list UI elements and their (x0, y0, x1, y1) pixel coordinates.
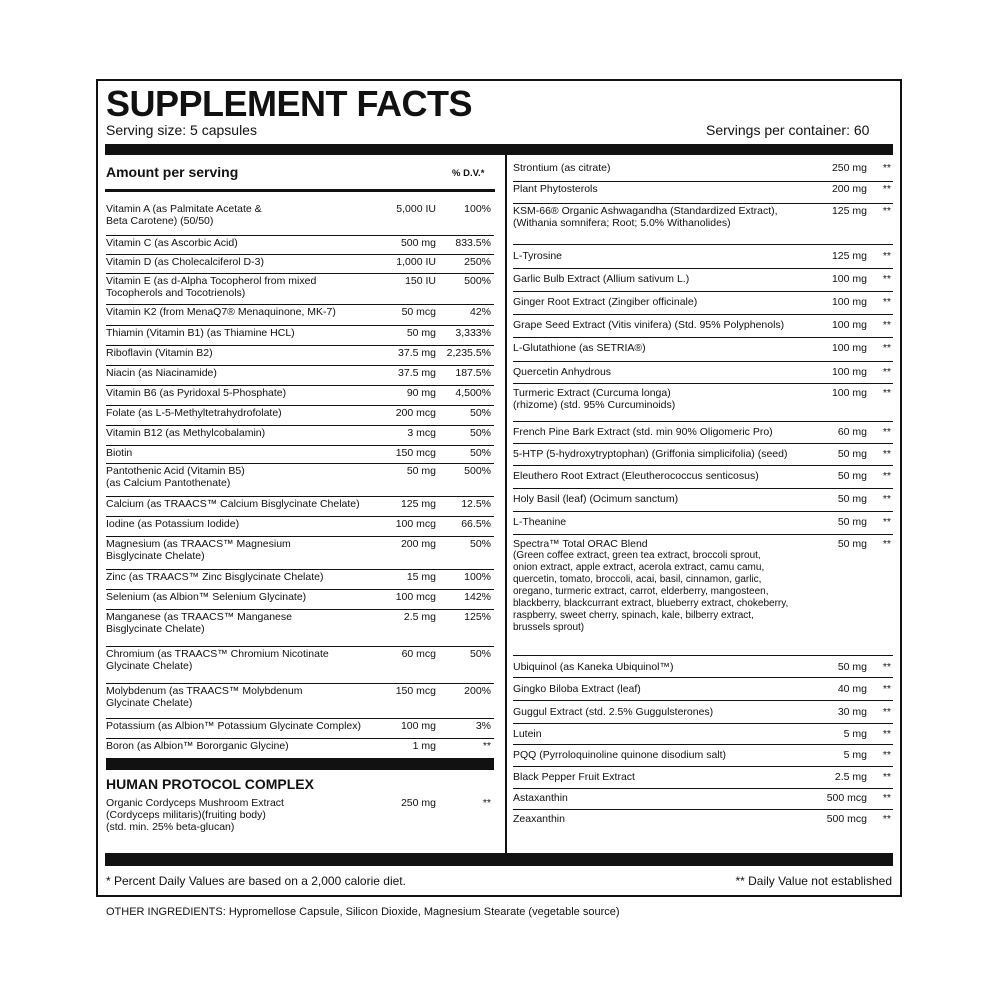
nutrient-dv: 50% (469, 447, 491, 459)
ingredient-row (513, 724, 893, 745)
nutrient-amount: 2.5 mg (403, 611, 436, 623)
nutrient-amount: 37.5 mg (398, 347, 436, 359)
nutrient-name: Zinc (as TRAACS™ Zinc Bisglycinate Chelate) (106, 571, 324, 583)
nutrient-amount: 100 mg (400, 720, 436, 732)
ingredient-name: French Pine Bark Extract (std. min 90% Oligomeric Pro) (513, 426, 773, 438)
nutrient-dv: 3% (475, 720, 491, 732)
ingredient-row (513, 204, 893, 245)
footnote-not-established: ** Daily Value not established (735, 874, 892, 888)
nutrient-amount: 200 mcg (395, 407, 436, 419)
ingredient-amount: 200 mg (831, 183, 867, 195)
ingredient-dv: ** (882, 749, 891, 761)
nutrient-row (106, 684, 494, 719)
ingredient-name: Ubiquinol (as Kaneka Ubiquinol™) (513, 661, 674, 673)
nutrient-name: Biotin (106, 447, 133, 459)
nutrient-name: Thiamin (Vitamin B1) (as Thiamine HCL) (106, 327, 295, 339)
nutrient-row (106, 517, 494, 537)
ingredient-row (513, 512, 893, 535)
nutrient-row (106, 446, 494, 464)
bottom-thick-band (105, 853, 893, 866)
nutrient-amount: 1,000 IU (396, 256, 436, 268)
ingredient-dv: ** (882, 387, 891, 399)
nutrient-name: Vitamin C (as Ascorbic Acid) (106, 237, 238, 249)
ingredient-row (513, 161, 893, 182)
nutrient-name: Potassium (as Albion™ Potassium Glycinate Complex) (106, 720, 362, 732)
ingredient-amount: 30 mg (837, 706, 867, 718)
ingredient-name: PQQ (Pyrroloquinoline quinone disodium salt) (513, 749, 727, 761)
nutrient-amount: 200 mg (400, 538, 436, 550)
ingredient-name: Grape Seed Extract (Vitis vinifera) (Std. 95% Polyphenols) (513, 319, 785, 331)
top-thick-band (105, 144, 893, 155)
ingredient-row (513, 466, 893, 489)
ingredient-row (513, 182, 893, 204)
ingredient-amount: 50 mg (837, 448, 867, 460)
nutrient-amount: 50 mcg (401, 306, 436, 318)
nutrient-dv: 2,235.5% (446, 347, 491, 359)
ingredient-name: Gingko Biloba Extract (leaf) (513, 683, 641, 695)
nutrient-row (106, 426, 494, 446)
nutrient-row (106, 346, 494, 366)
ingredient-dv: ** (882, 771, 891, 783)
nutrient-dv: 200% (464, 685, 491, 697)
nutrient-dv: 833.5% (455, 237, 491, 249)
ingredient-dv: ** (882, 661, 891, 673)
spectra-blend-ingredients: (Green coffee extract, green tea extract, broccoli sprout, onion extract, apple extract, acerola extract, camu camu, quercetin, tomato, broccoli, acai, basil, cinnamon, garlic, oregano, turmeric extract, carrot, elderberry, mangosteen, blackberry, blackcurrant extract, blueberry extract, chokeberry, raspberry, sweet cherry, spinach, kale, bilberry extract, brussels sprout) (513, 550, 789, 633)
ingredient-amount: 100 mg (831, 296, 867, 308)
ingredient-row (513, 656, 893, 678)
ingredient-dv: ** (882, 683, 891, 695)
nutrient-row (106, 497, 494, 517)
ingredient-name: 5-HTP (5-hydroxytryptophan) (Griffonia simplicifolia) (seed) (513, 448, 788, 460)
ingredient-amount: 100 mg (831, 387, 867, 399)
ingredient-row (513, 810, 893, 830)
nutrient-row (106, 236, 494, 255)
ingredient-row (513, 292, 893, 315)
ingredient-row (513, 362, 893, 384)
ingredient-name: Lutein (513, 728, 542, 740)
nutrient-name: Magnesium (as TRAACS™ Magnesium Bisglycinate Chelate) (106, 538, 291, 562)
ingredient-row (513, 767, 893, 789)
serving-size: Serving size: 5 capsules (106, 122, 257, 138)
dv-header: % D.V.* (452, 168, 485, 179)
ingredient-dv: ** (882, 792, 891, 804)
nutrient-dv: 100% (464, 571, 491, 583)
ingredient-amount: 500 mcg (826, 792, 867, 804)
ingredient-dv: ** (882, 319, 891, 331)
ingredient-row (513, 489, 893, 512)
ingredient-dv: ** (882, 296, 891, 308)
ingredient-dv: ** (882, 538, 891, 550)
ingredient-row (513, 444, 893, 466)
nutrient-name: Vitamin A (as Palmitate Acetate & Beta Carotene) (50/50) (106, 203, 262, 227)
ingredient-row (513, 338, 893, 362)
ingredient-amount: 5 mg (843, 749, 867, 761)
nutrient-name: Manganese (as TRAACS™ Manganese Bisglycinate Chelate) (106, 611, 292, 635)
ingredient-name: Turmeric Extract (Curcuma longa) (rhizome) (std. 95% Curcuminoids) (513, 387, 676, 411)
ingredient-row (513, 269, 893, 292)
nutrient-amount: 250 mg (400, 797, 436, 809)
ingredient-name: Zeaxanthin (513, 813, 565, 825)
ingredient-dv: ** (882, 728, 891, 740)
nutrient-dv: 187.5% (455, 367, 491, 379)
nutrient-row (106, 366, 494, 386)
nutrient-dv: 66.5% (461, 518, 491, 530)
ingredient-dv: ** (882, 273, 891, 285)
nutrient-name: Pantothenic Acid (Vitamin B5) (as Calcium Pantothenate) (106, 465, 245, 489)
ingredient-dv: ** (882, 250, 891, 262)
nutrient-row (106, 570, 494, 590)
ingredient-name: KSM-66® Organic Ashwagandha (Standardized Extract), (Withania somnifera; Root; 5.0% Withanolides) (513, 205, 778, 229)
nutrient-amount: 50 mg (406, 327, 436, 339)
nutrient-name: Vitamin B12 (as Methylcobalamin) (106, 427, 266, 439)
human-protocol-complex-title: HUMAN PROTOCOL COMPLEX (106, 776, 314, 792)
nutrient-dv: ** (482, 797, 491, 809)
ingredient-amount: 40 mg (837, 683, 867, 695)
nutrient-amount: 60 mcg (401, 648, 436, 660)
column-divider (505, 155, 507, 853)
nutrient-dv: 50% (469, 407, 491, 419)
nutrient-row (106, 464, 494, 497)
ingredient-amount: 50 mg (837, 470, 867, 482)
nutrient-dv: 50% (469, 427, 491, 439)
nutrient-dv: 125% (464, 611, 491, 623)
nutrient-row (106, 610, 494, 647)
ingredient-row (513, 535, 893, 656)
nutrient-name: Organic Cordyceps Mushroom Extract (Cordyceps militaris)(fruiting body) (std. min. 25% beta-glucan) (106, 797, 284, 833)
ingredient-amount: 2.5 mg (834, 771, 867, 783)
nutrient-row (106, 590, 494, 610)
ingredient-amount: 100 mg (831, 273, 867, 285)
ingredient-amount: 50 mg (837, 493, 867, 505)
nutrient-row (106, 386, 494, 406)
nutrient-amount: 5,000 IU (396, 203, 436, 215)
nutrient-row (106, 719, 494, 739)
nutrient-amount: 100 mcg (395, 591, 436, 603)
nutrient-dv: 142% (464, 591, 491, 603)
ingredient-row (513, 701, 893, 724)
ingredient-name: Quercetin Anhydrous (513, 366, 612, 378)
nutrient-name: Vitamin E (as d-Alpha Tocopherol from mixed Tocopherols and Tocotrienols) (106, 275, 317, 299)
nutrient-dv: 250% (464, 256, 491, 268)
ingredient-dv: ** (882, 342, 891, 354)
ingredient-amount: 50 mg (837, 661, 867, 673)
nutrient-dv: ** (482, 740, 491, 752)
ingredient-amount: 100 mg (831, 319, 867, 331)
ingredient-dv: ** (882, 426, 891, 438)
header-rule (105, 189, 495, 192)
nutrient-row (106, 255, 494, 274)
ingredient-row (513, 245, 893, 269)
ingredient-row (513, 789, 893, 810)
ingredient-dv: ** (882, 366, 891, 378)
ingredient-row (513, 315, 893, 338)
nutrient-row (106, 202, 494, 236)
ingredient-amount: 100 mg (831, 342, 867, 354)
nutrient-amount: 15 mg (406, 571, 436, 583)
panel-title: SUPPLEMENT FACTS (106, 83, 473, 124)
ingredient-dv: ** (882, 470, 891, 482)
nutrient-name: Molybdenum (as TRAACS™ Molybdenum Glycinate Chelate) (106, 685, 303, 709)
nutrient-dv: 3,333% (455, 327, 491, 339)
ingredient-amount: 5 mg (843, 728, 867, 740)
nutrient-row (106, 274, 494, 305)
nutrient-name: Riboflavin (Vitamin B2) (106, 347, 213, 359)
ingredient-amount: 250 mg (831, 162, 867, 174)
ingredient-name: Garlic Bulb Extract (Allium sativum L.) (513, 273, 690, 285)
nutrient-amount: 150 IU (405, 275, 436, 287)
ingredient-dv: ** (882, 493, 891, 505)
ingredient-name: Ginger Root Extract (Zingiber officinale) (513, 296, 698, 308)
nutrient-name: Selenium (as Albion™ Selenium Glycinate) (106, 591, 307, 603)
servings-per-container: Servings per container: 60 (706, 122, 870, 138)
ingredient-amount: 125 mg (831, 205, 867, 217)
nutrient-name: Niacin (as Niacinamide) (106, 367, 217, 379)
ingredient-amount: 50 mg (837, 516, 867, 528)
ingredient-name: Guggul Extract (std. 2.5% Guggulsterones) (513, 706, 714, 718)
amount-per-serving-header: Amount per serving (106, 164, 239, 180)
ingredient-name: Black Pepper Fruit Extract (513, 771, 635, 783)
nutrient-dv: 12.5% (461, 498, 491, 510)
nutrient-name: Chromium (as TRAACS™ Chromium Nicotinate Glycinate Chelate) (106, 648, 329, 672)
nutrient-row (106, 305, 494, 326)
ingredient-dv: ** (882, 448, 891, 460)
nutrient-dv: 42% (469, 306, 491, 318)
ingredient-amount: 500 mcg (826, 813, 867, 825)
nutrient-row (106, 796, 494, 846)
ingredient-amount: 50 mg (837, 538, 867, 550)
ingredient-name: Holy Basil (leaf) (Ocimum sanctum) (513, 493, 679, 505)
nutrient-row (106, 537, 494, 570)
ingredient-name: Plant Phytosterols (513, 183, 598, 195)
nutrient-amount: 500 mg (400, 237, 436, 249)
ingredient-name: Astaxanthin (513, 792, 568, 804)
nutrient-dv: 50% (469, 538, 491, 550)
nutrient-amount: 50 mg (406, 465, 436, 477)
ingredient-dv: ** (882, 205, 891, 217)
ingredient-name: L-Glutathione (as SETRIA®) (513, 342, 646, 354)
nutrient-amount: 125 mg (400, 498, 436, 510)
nutrient-name: Vitamin B6 (as Pyridoxal 5-Phosphate) (106, 387, 287, 399)
nutrient-amount: 1 mg (412, 740, 436, 752)
nutrient-amount: 100 mcg (395, 518, 436, 530)
ingredient-name: Strontium (as citrate) (513, 162, 611, 174)
nutrient-name: Calcium (as TRAACS™ Calcium Bisglycinate Chelate) (106, 498, 360, 510)
ingredient-name: Spectra™ Total ORAC Blend (513, 538, 648, 550)
ingredient-name: L-Theanine (513, 516, 567, 528)
nutrient-dv: 100% (464, 203, 491, 215)
ingredient-dv: ** (882, 813, 891, 825)
ingredient-name: Eleuthero Root Extract (Eleutherococcus senticosus) (513, 470, 759, 482)
nutrient-name: Boron (as Albion™ Bororganic Glycine) (106, 740, 289, 752)
nutrient-dv: 500% (464, 275, 491, 287)
ingredient-dv: ** (882, 183, 891, 195)
nutrient-dv: 500% (464, 465, 491, 477)
nutrient-row (106, 326, 494, 346)
nutrient-name: Vitamin K2 (from MenaQ7® Menaquinone, MK-7) (106, 306, 336, 318)
nutrient-amount: 3 mcg (407, 427, 436, 439)
nutrient-amount: 150 mcg (395, 685, 436, 697)
ingredient-amount: 100 mg (831, 366, 867, 378)
ingredient-row (513, 422, 893, 444)
nutrient-row (106, 739, 494, 757)
nutrient-dv: 50% (469, 648, 491, 660)
ingredient-row (513, 678, 893, 701)
nutrient-row (106, 406, 494, 426)
nutrient-name: Folate (as L-5-Methyltetrahydrofolate) (106, 407, 282, 419)
nutrient-amount: 90 mg (406, 387, 436, 399)
ingredient-row (513, 745, 893, 767)
nutrient-name: Iodine (as Potassium Iodide) (106, 518, 240, 530)
nutrient-row (106, 647, 494, 684)
ingredient-dv: ** (882, 162, 891, 174)
ingredient-amount: 125 mg (831, 250, 867, 262)
footnote-daily-values: * Percent Daily Values are based on a 2,000 calorie diet. (106, 874, 406, 888)
ingredient-dv: ** (882, 516, 891, 528)
ingredient-name: L-Tyrosine (513, 250, 563, 262)
nutrient-amount: 37.5 mg (398, 367, 436, 379)
other-ingredients: OTHER INGREDIENTS: Hypromellose Capsule, Silicon Dioxide, Magnesium Stearate (vegetable source) (106, 906, 620, 918)
section-band (106, 758, 494, 770)
nutrient-amount: 150 mcg (395, 447, 436, 459)
ingredient-dv: ** (882, 706, 891, 718)
ingredient-row (513, 384, 893, 422)
ingredient-amount: 60 mg (837, 426, 867, 438)
nutrient-name: Vitamin D (as Cholecalciferol D-3) (106, 256, 264, 268)
nutrient-dv: 4,500% (455, 387, 491, 399)
